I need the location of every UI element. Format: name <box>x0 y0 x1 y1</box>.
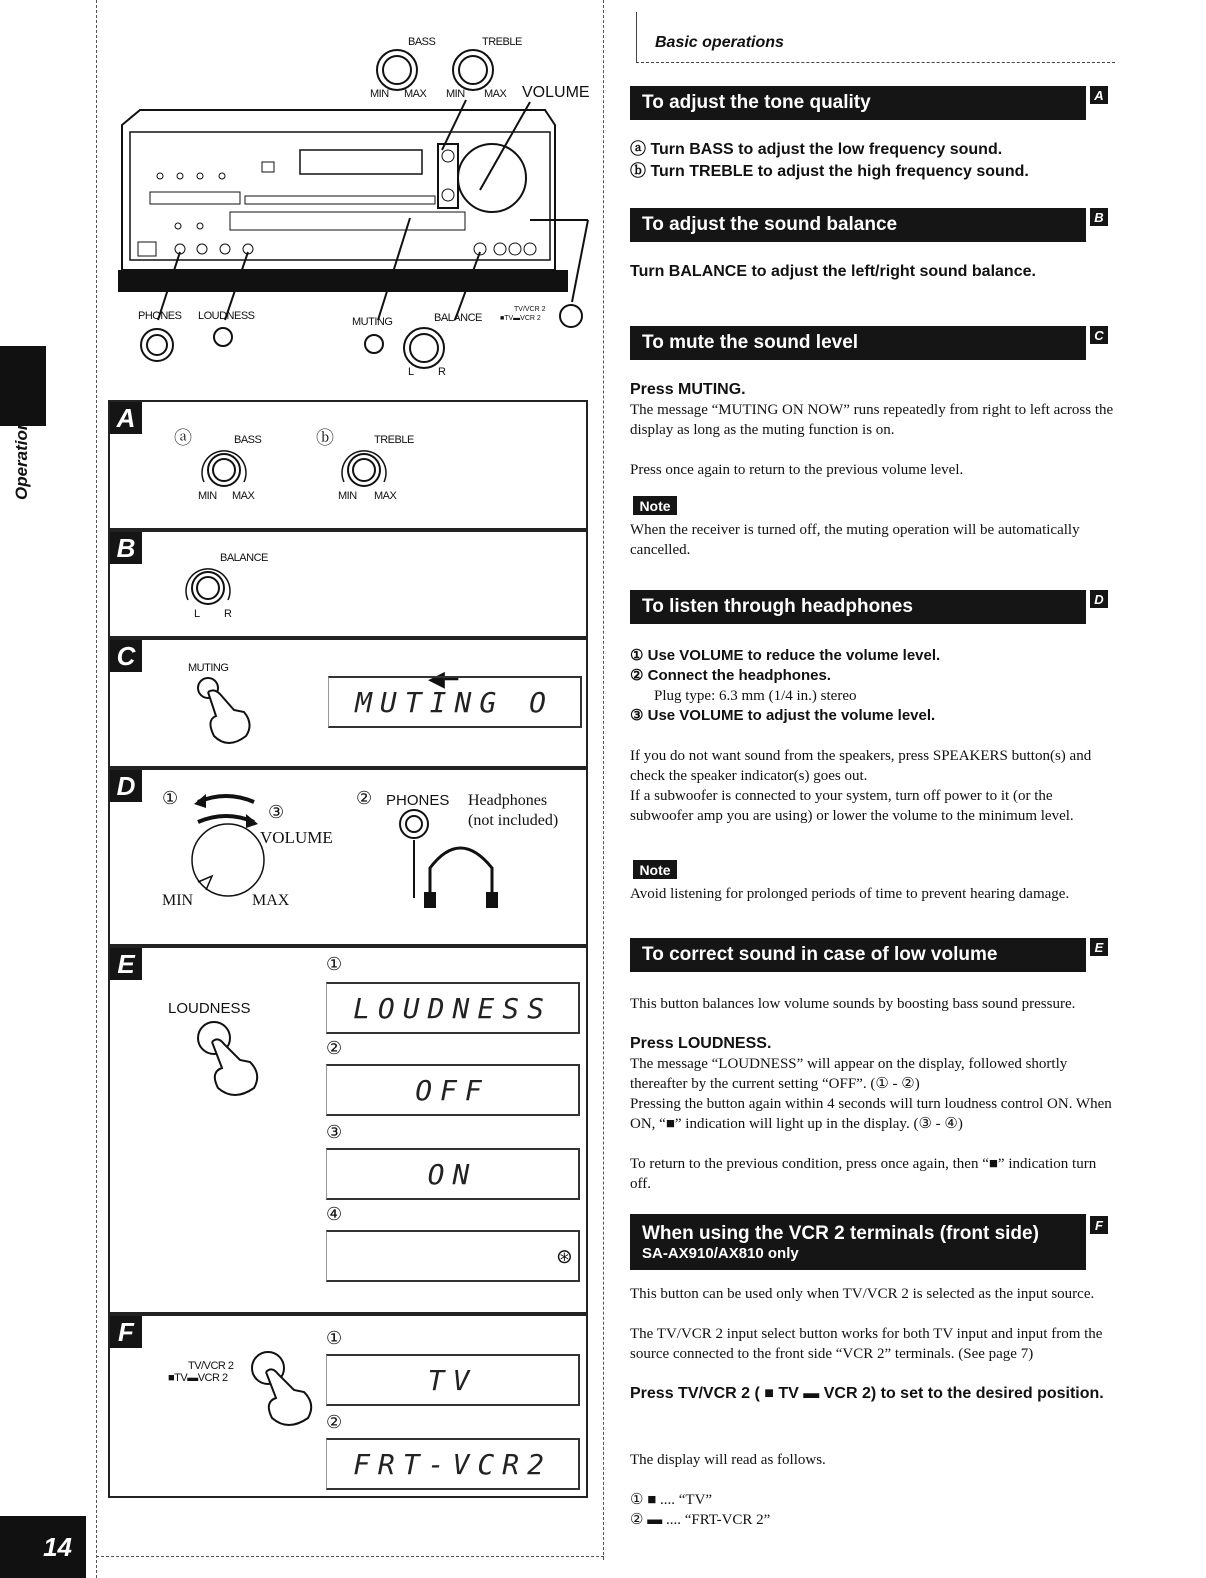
headphones-note-text: Avoid listening for prolonged periods of time to prevent hearing damage. <box>630 886 1070 902</box>
left-margin-line <box>96 0 97 1578</box>
panel-a-bass-min: MIN <box>198 490 217 502</box>
tvvcr-display-1: TV <box>326 1354 580 1406</box>
press-hand-icon-3 <box>246 1350 318 1434</box>
section-title-tone: To adjust the tone quality <box>630 86 1086 120</box>
section-title-balance: To adjust the sound balance <box>630 208 1086 242</box>
section-tab <box>0 346 46 426</box>
section-letter-e: E <box>1090 938 1108 956</box>
section-title-vcr2 <box>630 1214 1086 1270</box>
vcr2-p1: This button can be used only when TV/VCR 2 is selected as the input source. <box>630 1286 1095 1302</box>
panel-d-volume-label: VOLUME <box>260 828 333 847</box>
mute-heading: Press MUTING. <box>630 381 746 398</box>
panel-e <box>108 946 588 1314</box>
loudness-label: LOUDNESS <box>198 310 255 322</box>
press-hand-icon <box>194 676 258 748</box>
treble-max-label: MAX <box>484 88 507 100</box>
vcr2-p2: The TV/VCR 2 input select button works for both TV input and input from the source connected to the front side “VCR 2” terminals. (See page 7) <box>630 1326 1103 1362</box>
bass-min-label: MIN <box>370 88 389 100</box>
panel-e-step2: ② <box>326 1038 343 1059</box>
loudness-display-3: ON <box>326 1148 580 1200</box>
headphones-step3: ③ Use VOLUME to adjust the volume level. <box>630 707 936 724</box>
loudness-indicator-icon: ⊛ <box>556 1246 573 1268</box>
vcr2-subtitle: SA-AX910/AX810 only <box>642 1244 799 1262</box>
panel-a <box>108 400 588 530</box>
section-letter-b: B <box>1090 208 1108 226</box>
balance-knob-large-icon <box>182 560 234 612</box>
phones-jack-icon <box>141 329 173 361</box>
headphones-p1: If you do not want sound from the speakers, press SPEAKERS button(s) and check the speaker indicator(s) goes out. <box>630 748 1092 784</box>
section-letter-d: D <box>1090 590 1108 608</box>
section-letter-f: F <box>1090 1216 1108 1234</box>
bass-knob-large-icon <box>198 442 250 494</box>
scroll-arrow-icon: ◀━ <box>428 666 459 691</box>
panel-c-muting-label: MUTING <box>188 662 229 674</box>
balance-line-1: Turn BALANCE to adjust the left/right sound balance. <box>630 263 1036 280</box>
panel-b-l: L <box>194 608 200 620</box>
panel-a-bass-label: BASS <box>234 434 262 446</box>
receiver-body <box>122 110 555 270</box>
headphones-icon <box>396 808 516 912</box>
panel-f-tvvcr-top: TV/VCR 2 <box>188 1360 234 1372</box>
tone-line-2: ⓑ Turn TREBLE to adjust the high frequency sound. <box>630 163 1029 180</box>
treble-label: TREBLE <box>482 36 522 48</box>
muting-label: MUTING <box>352 316 393 328</box>
panel-f <box>108 1314 588 1498</box>
headphones-step2: ② Connect the headphones. <box>630 667 831 684</box>
panel-d <box>108 768 588 946</box>
vcr2-result-1: ① ■ .... “TV” <box>630 1492 713 1508</box>
bass-max-label: MAX <box>404 88 427 100</box>
tvvcr-display-2: FRT-VCR2 <box>326 1438 580 1490</box>
panel-d-letter: D <box>110 770 142 802</box>
press-hand-icon-2 <box>194 1020 266 1100</box>
loudness-heading: Press LOUDNESS. <box>630 1035 772 1052</box>
balance-l-label: L <box>408 366 414 378</box>
section-letter-a: A <box>1090 86 1108 104</box>
loudness-display-1: LOUDNESS <box>326 982 580 1034</box>
volume-knob-large-icon <box>188 820 268 900</box>
vcr2-result-2: ② ▬ .... “FRT-VCR 2” <box>630 1512 771 1528</box>
headphones-note-badge: Note <box>633 860 677 879</box>
vcr2-heading: Press TV/VCR 2 ( ■ TV ▬ VCR 2) to set to the desired position. <box>630 1385 1104 1402</box>
loudness-p4: To return to the previous condition, press once again, then “■” indication turn off. <box>630 1156 1097 1192</box>
panel-f-step1: ① <box>326 1328 343 1349</box>
panel-c-letter: C <box>110 640 142 672</box>
mute-p1: The message “MUTING ON NOW” runs repeatedly from right to left across the display as long as the muting function is on. <box>630 402 1114 438</box>
panel-a-letter: A <box>110 402 142 434</box>
bass-label: BASS <box>408 36 436 48</box>
step1-marker: ① <box>162 788 179 808</box>
tvvcr-button-icon <box>560 305 582 327</box>
step3-marker: ③ <box>268 802 285 822</box>
marker-b: ⓑ <box>316 428 334 448</box>
headphones-plug: Plug type: 6.3 mm (1/4 in.) stereo <box>654 688 857 704</box>
panel-e-letter: E <box>110 948 142 980</box>
panel-b-letter: B <box>110 532 142 564</box>
panel-c <box>108 638 588 768</box>
panel-d-max: MAX <box>252 892 290 909</box>
page-header <box>636 12 1115 63</box>
loudness-p2: The message “LOUDNESS” will appear on the display, followed shortly thereafter by the current setting “OFF”. (① - ②) <box>630 1056 1068 1092</box>
loudness-display-4 <box>326 1230 580 1282</box>
section-title-loudness: To correct sound in case of low volume <box>630 938 1086 972</box>
panel-f-tvvcr-bottom: ■TV▬VCR 2 <box>168 1372 228 1384</box>
mute-p2: Press once again to return to the previous volume level. <box>630 462 964 478</box>
panel-b-balance-label: BALANCE <box>220 552 268 564</box>
loudness-display-2: OFF <box>326 1064 580 1116</box>
side-label: Operation <box>12 419 31 500</box>
treble-min-label: MIN <box>446 88 465 100</box>
panel-b <box>108 530 588 638</box>
section-title-headphones: To listen through headphones <box>630 590 1086 624</box>
marker-a: ⓐ <box>174 428 192 448</box>
tvvcr-label-bottom: ■TV▬VCR 2 <box>500 315 541 322</box>
page-header-title: Basic operations <box>655 34 784 51</box>
loudness-p3: Pressing the button again within 4 seconds will turn loudness control ON. When ON, “■” indication will light up in the display. (③ - ④) <box>630 1096 1112 1132</box>
loudness-button-icon <box>214 328 232 346</box>
muting-button-icon <box>365 335 383 353</box>
step2-marker: ② <box>356 788 373 808</box>
headphones-step1: ① Use VOLUME to reduce the volume level. <box>630 647 941 664</box>
headphones-p2: If a subwoofer is connected to your system, turn off power to it (or the subwoofer amp you are using) or lower the volume to the minimum level. <box>630 788 1074 824</box>
volume-knob-icon <box>458 144 526 212</box>
vcr2-title: When using the VCR 2 terminals (front side) <box>642 1222 1039 1244</box>
page-number: 14 <box>0 1516 86 1578</box>
panel-a-bass-max: MAX <box>232 490 255 502</box>
bottom-rule <box>96 1556 604 1557</box>
section-letter-c: C <box>1090 326 1108 344</box>
section-title-mute: To mute the sound level <box>630 326 1086 360</box>
panel-b-r: R <box>224 608 232 620</box>
headphones-label: Headphones <box>468 792 548 809</box>
panel-e-loudness-label: LOUDNESS <box>168 1000 251 1017</box>
panel-e-step1: ① <box>326 954 343 975</box>
treble-knob-large-icon <box>338 442 390 494</box>
panel-a-treble-label: TREBLE <box>374 434 414 446</box>
volume-label: VOLUME <box>522 84 590 101</box>
tone-line-1: ⓐ Turn BASS to adjust the low frequency sound. <box>630 141 1003 158</box>
not-included-label: (not included) <box>468 812 559 829</box>
mute-note-text: When the receiver is turned off, the muting operation will be automatically cancelled. <box>630 522 1080 558</box>
loudness-p1: This button balances low volume sounds by boosting bass sound pressure. <box>630 996 1076 1012</box>
tvvcr-label-top: TV/VCR 2 <box>514 306 546 313</box>
mute-note-badge: Note <box>633 496 677 515</box>
panel-e-step4: ④ <box>326 1204 343 1225</box>
panel-f-step2: ② <box>326 1412 343 1433</box>
panel-e-step3: ③ <box>326 1122 343 1143</box>
phones-label: PHONES <box>138 310 182 322</box>
vcr2-p3: The display will read as follows. <box>630 1452 826 1468</box>
balance-label: BALANCE <box>434 312 482 324</box>
panel-f-letter: F <box>110 1316 142 1348</box>
balance-r-label: R <box>438 366 446 378</box>
panel-a-treble-max: MAX <box>374 490 397 502</box>
panel-d-min: MIN <box>162 892 194 909</box>
panel-a-treble-min: MIN <box>338 490 357 502</box>
center-divider-line <box>603 0 604 1560</box>
muting-display: MUTING O <box>328 676 582 728</box>
panel-d-phones-label: PHONES <box>386 792 450 809</box>
